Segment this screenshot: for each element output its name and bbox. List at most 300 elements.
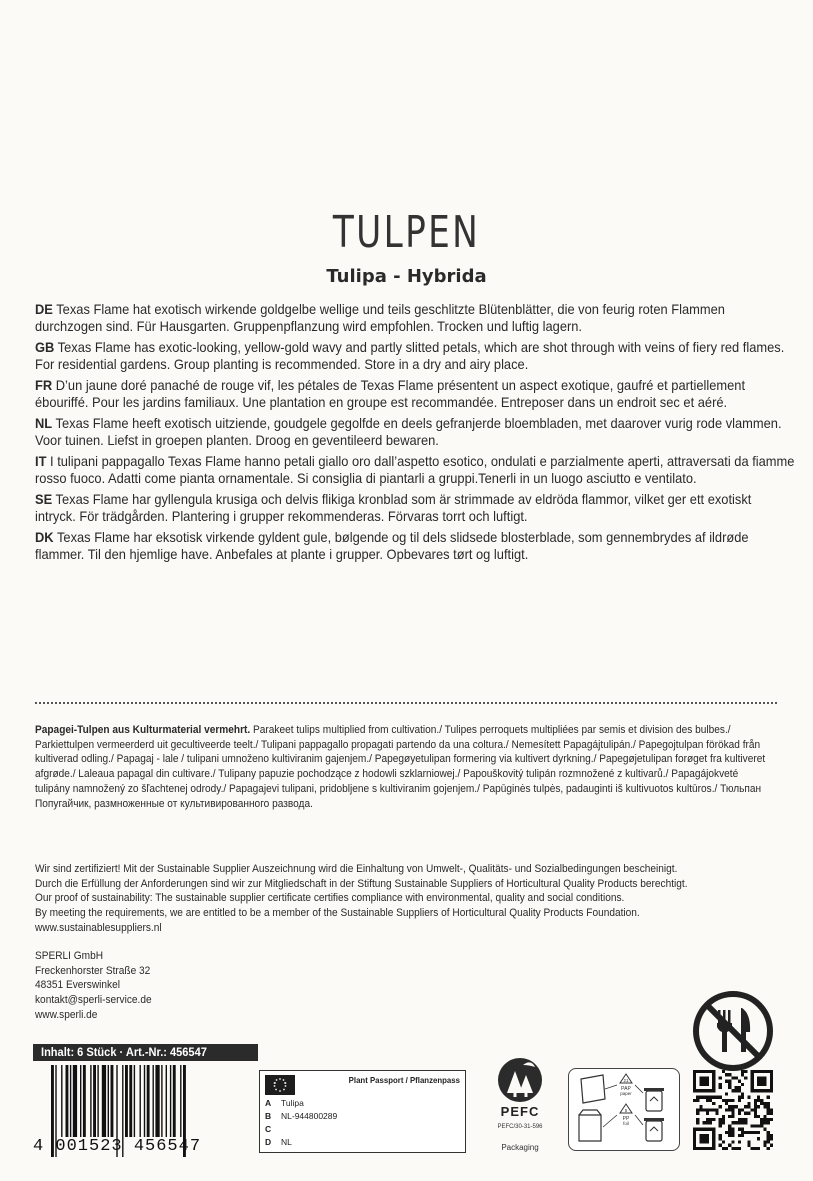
qr-module — [712, 1118, 715, 1121]
qr-module — [712, 1144, 715, 1147]
qr-module — [703, 1147, 706, 1150]
qr-module — [770, 1089, 773, 1092]
qr-module — [703, 1128, 706, 1131]
qr-module — [731, 1112, 734, 1115]
qr-module — [757, 1080, 760, 1083]
qr-module — [696, 1096, 699, 1099]
qr-module — [744, 1121, 747, 1124]
qr-module — [712, 1076, 715, 1079]
qr-module — [693, 1073, 696, 1076]
barcode-bar — [83, 1065, 86, 1137]
qr-module — [725, 1099, 728, 1102]
qr-module — [770, 1134, 773, 1137]
qr-module — [760, 1121, 763, 1124]
qr-module — [712, 1089, 715, 1092]
qr-module — [706, 1096, 709, 1099]
qr-module — [693, 1080, 696, 1083]
certification-line: Wir sind zertifiziert! Mit der Sustainable Supplier Auszeichnung wird die Einhaltung von Umwelt-, Qualitäts- und Sozialbedingungen bescheinigt. — [35, 863, 678, 875]
language-code: SE — [35, 491, 53, 507]
barcode-bar — [147, 1065, 150, 1137]
qr-module — [767, 1121, 770, 1124]
qr-module — [712, 1131, 715, 1134]
qr-module — [722, 1115, 725, 1118]
qr-module — [706, 1147, 709, 1150]
qr-module — [735, 1121, 738, 1124]
barcode-digits: 4 001523 456547 — [33, 1137, 202, 1156]
qr-module — [770, 1070, 773, 1073]
qr-module — [757, 1131, 760, 1134]
qr-module — [696, 1070, 699, 1073]
barcode-bar — [102, 1065, 106, 1137]
qr-module — [706, 1108, 709, 1111]
qr-module — [706, 1080, 709, 1083]
qr-module — [757, 1070, 760, 1073]
qr-module — [763, 1102, 766, 1105]
qr-module — [699, 1108, 702, 1111]
passport-key: C — [265, 1124, 272, 1134]
qr-module — [725, 1073, 728, 1076]
qr-module — [731, 1121, 734, 1124]
address-street: Freckenhorster Straße 32 — [35, 964, 151, 977]
qr-module — [741, 1128, 744, 1131]
qr-module — [719, 1144, 722, 1147]
qr-module — [751, 1076, 754, 1079]
qr-module — [719, 1105, 722, 1108]
qr-module — [738, 1112, 741, 1115]
plant-passport — [259, 1070, 466, 1153]
qr-module — [722, 1147, 725, 1150]
plant-passport-title: Plant Passport / Pflanzenpass — [348, 1075, 460, 1085]
recycle-bin-icon — [644, 1088, 664, 1111]
qr-module — [770, 1076, 773, 1079]
address-city: 48351 Everswinkel — [35, 979, 120, 992]
qr-module — [731, 1147, 734, 1150]
qr-module — [735, 1076, 738, 1079]
qr-module — [767, 1137, 770, 1140]
svg-text:5: 5 — [624, 1108, 628, 1113]
recycling-info — [568, 1068, 680, 1151]
qr-module — [712, 1102, 715, 1105]
content-label: Inhalt: 6 Stück · Art.-Nr.: 456547 — [41, 1045, 207, 1059]
packaging-label: Packaging — [501, 1143, 539, 1152]
qr-module — [767, 1134, 770, 1137]
qr-module — [744, 1070, 747, 1073]
description-text: I tulipani pappagallo Texas Flame hanno petali giallo oro dall’aspetto esotico, ondulati e parzialmente aperti, attraversati da fiamme rosso fuoco. Adatti come pianta ornamentale. Si consiglia di piantarli a gruppi.Tenerli in un luogo asciutto e ventilato. — [35, 453, 795, 486]
qr-module — [767, 1096, 770, 1099]
description-text: Texas Flame har eksotisk virkende gyldent gule, bølgende og til dels slidsede blosterblade, som gennembrydes af ildrøde flammer. Til den hjemlige have. Anbefales at plante i grupper. Opbevares tørt og luftigt. — [35, 529, 749, 562]
qr-module — [728, 1108, 731, 1111]
qr-module — [719, 1076, 722, 1079]
qr-module — [747, 1096, 750, 1099]
barcode-bar — [111, 1065, 114, 1137]
qr-module — [770, 1080, 773, 1083]
qr-module — [722, 1118, 725, 1121]
recycle-bin-icon — [644, 1118, 664, 1141]
qr-module — [731, 1099, 734, 1102]
qr-module — [699, 1137, 702, 1140]
qr-module — [706, 1112, 709, 1115]
qr-module — [744, 1076, 747, 1079]
pefc-word: PEFC — [500, 1104, 540, 1119]
qr-module — [763, 1121, 766, 1124]
qr-module — [706, 1121, 709, 1124]
qr-module — [696, 1147, 699, 1150]
barcode-bar — [155, 1065, 159, 1137]
qr-module — [693, 1099, 696, 1102]
qr-module — [757, 1115, 760, 1118]
qr-module — [699, 1096, 702, 1099]
qr-module — [719, 1118, 722, 1121]
qr-module — [751, 1070, 754, 1073]
qr-module — [699, 1089, 702, 1092]
barcode — [33, 1065, 258, 1165]
qr-module — [693, 1089, 696, 1092]
qr-module — [709, 1121, 712, 1124]
qr-module — [728, 1131, 731, 1134]
barcode-bar — [66, 1065, 69, 1137]
qr-module — [725, 1092, 728, 1095]
qr-module — [744, 1118, 747, 1121]
multiplication-text: Parakeet tulips multiplied from cultivation./ Tulipes perroquets multipliées par semis et division des bulbes./ Parkiettulpen vermeerderd uit gecultiveerde teelt./ Tulipani pappagallo propagati partendo da una coltura./ Nemesített Papagájtulipán./ Papegojtulpan förökad från kultiverad odling./ Papagaj - lale / tulipani umnoženo kultiviranim gajenjem./ Papegøyetulipan formering via kultivert dyrkning./ Papegøjetulipan forøget fra kultiveret afgrøde./ Laleaua papagal din cultivare./ Tulipany papuzie pochodzące z hodowli szklarniowej./ Papouškovitý tulipán rozmnožené z kultivarů./ Papagájokveté tulipány namnožený zo šľachtenej odrody./ Papagajevi tulipani, pridobljene s kultiviranim gojenjem./ Papūginės tulpės, padauginti iš kultivuotos kultūros./ Тюльпан Попугайчик, размноженные от культивированного развода. — [35, 724, 766, 810]
qr-module — [754, 1124, 757, 1127]
qr-module — [735, 1089, 738, 1092]
qr-module — [706, 1140, 709, 1143]
passport-row-a — [265, 1098, 304, 1109]
qr-module — [699, 1083, 702, 1086]
certification-line: Our proof of sustainability: The sustainable supplier certificate certifies compliance with environmental, quality and social conditions. — [35, 892, 625, 905]
qr-module — [770, 1144, 773, 1147]
qr-module — [715, 1108, 718, 1111]
qr-module — [722, 1070, 725, 1073]
language-code: FR — [35, 377, 53, 393]
qr-module — [712, 1137, 715, 1140]
qr-module — [703, 1096, 706, 1099]
svg-text:21: 21 — [623, 1078, 629, 1083]
qr-module — [741, 1118, 744, 1121]
qr-module — [763, 1115, 766, 1118]
qr-module — [731, 1105, 734, 1108]
description-text: Texas Flame heeft exotisch uitziende, goudgele gegolfde en deels gefranjerde bloembladen, met daarover vurig rode vlammen. Voor tuinen. Liefst in groepen planten. Droog en geventileerd bewaren. — [35, 415, 782, 448]
qr-module — [699, 1080, 702, 1083]
qr-module — [760, 1083, 763, 1086]
qr-module — [767, 1118, 770, 1121]
qr-module — [728, 1128, 731, 1131]
barcode-bar — [173, 1065, 176, 1137]
qr-module — [741, 1083, 744, 1086]
content-bar — [33, 1044, 258, 1061]
qr-module — [706, 1083, 709, 1086]
language-code: DK — [35, 529, 54, 545]
qr-module — [712, 1070, 715, 1073]
passport-value: Tulipa — [281, 1098, 304, 1108]
qr-module — [738, 1147, 741, 1150]
pefc-code: PEFC/30-31-596 — [497, 1124, 543, 1130]
qr-module — [751, 1089, 754, 1092]
qr-module — [741, 1131, 744, 1134]
qr-module — [696, 1099, 699, 1102]
qr-module — [760, 1070, 763, 1073]
qr-module — [754, 1131, 757, 1134]
qr-module — [709, 1096, 712, 1099]
qr-module — [712, 1086, 715, 1089]
barcode-bar — [166, 1065, 167, 1137]
qr-module — [706, 1137, 709, 1140]
qr-module — [741, 1121, 744, 1124]
qr-module — [728, 1115, 731, 1118]
description-de — [35, 301, 795, 335]
bag-icon — [579, 1115, 601, 1141]
barcode-bar — [97, 1065, 98, 1137]
qr-module — [719, 1086, 722, 1089]
pefc-tree-icon — [485, 1055, 555, 1103]
passport-row-c — [265, 1124, 281, 1135]
barcode-bar — [90, 1065, 91, 1137]
qr-module — [703, 1121, 706, 1124]
qr-module — [751, 1131, 754, 1134]
qr-module — [728, 1086, 731, 1089]
qr-module — [738, 1089, 741, 1092]
passport-key: A — [265, 1098, 272, 1108]
description-list — [35, 301, 795, 567]
recycle-label: PAP — [621, 1086, 631, 1092]
qr-module — [770, 1108, 773, 1111]
qr-module — [757, 1124, 760, 1127]
language-code: IT — [35, 453, 47, 469]
qr-module — [728, 1083, 731, 1086]
qr-module — [728, 1073, 731, 1076]
qr-module — [699, 1070, 702, 1073]
qr-module — [747, 1112, 750, 1115]
certification-link[interactable]: www.sustainablesuppliers.nl — [35, 921, 162, 934]
qr-module — [719, 1121, 722, 1124]
qr-module — [767, 1105, 770, 1108]
qr-module — [706, 1099, 709, 1102]
qr-module — [712, 1083, 715, 1086]
qr-module — [699, 1076, 702, 1079]
qr-module — [728, 1124, 731, 1127]
qr-module — [767, 1108, 770, 1111]
qr-module — [747, 1131, 750, 1134]
qr-module — [757, 1089, 760, 1092]
qr-module — [706, 1118, 709, 1121]
qr-module — [722, 1140, 725, 1143]
qr-module — [747, 1102, 750, 1105]
qr-module — [767, 1112, 770, 1115]
qr-module — [741, 1134, 744, 1137]
dotted-divider — [35, 702, 777, 704]
qr-module — [722, 1121, 725, 1124]
language-code: GB — [35, 339, 55, 355]
qr-module — [699, 1105, 702, 1108]
qr-module — [709, 1108, 712, 1111]
description-fr — [35, 377, 795, 411]
qr-module — [744, 1105, 747, 1108]
qr-module — [763, 1083, 766, 1086]
description-it — [35, 453, 795, 487]
qr-module — [738, 1128, 741, 1131]
qr-module — [738, 1080, 741, 1083]
qr-module — [706, 1089, 709, 1092]
qr-module — [760, 1099, 763, 1102]
language-code: NL — [35, 415, 53, 431]
qr-module — [703, 1070, 706, 1073]
multiplication-lead: Papagei-Tulpen aus Kulturmaterial vermehrt. — [35, 724, 251, 736]
qr-module — [712, 1080, 715, 1083]
description-text: Texas Flame has exotic-looking, yellow-gold wavy and partly slitted petals, which are shot through with veins of fiery red flames. For residential gardens. Group planting is recommended. Store in a dry and airy place. — [35, 339, 785, 372]
qr-module — [741, 1108, 744, 1111]
qr-module — [712, 1134, 715, 1137]
passport-value: NL-944800289 — [281, 1111, 338, 1121]
qr-module — [741, 1073, 744, 1076]
qr-module — [712, 1147, 715, 1150]
qr-module — [760, 1102, 763, 1105]
qr-module — [703, 1089, 706, 1092]
qr-module — [725, 1108, 728, 1111]
qr-module — [741, 1070, 744, 1073]
qr-module — [754, 1105, 757, 1108]
qr-module — [747, 1140, 750, 1143]
qr-module — [693, 1070, 696, 1073]
qr-module — [763, 1128, 766, 1131]
qr-module — [719, 1083, 722, 1086]
qr-module — [696, 1108, 699, 1111]
qr-module — [703, 1080, 706, 1083]
qr-module — [693, 1147, 696, 1150]
qr-module — [770, 1112, 773, 1115]
company-website[interactable]: www.sperli.de — [35, 1008, 98, 1021]
qr-module — [754, 1112, 757, 1115]
qr-module — [731, 1140, 734, 1143]
page-title: TULPEN — [332, 207, 481, 258]
qr-module — [770, 1118, 773, 1121]
qr-module — [709, 1070, 712, 1073]
qr-module — [725, 1147, 728, 1150]
barcode-bar — [61, 1065, 62, 1137]
qr-module — [731, 1115, 734, 1118]
contact-email[interactable]: kontakt@sperli-service.de — [35, 994, 152, 1007]
qr-module — [706, 1134, 709, 1137]
qr-module — [703, 1083, 706, 1086]
qr-module — [754, 1070, 757, 1073]
qr-module — [715, 1112, 718, 1115]
paper-sheet-icon — [581, 1075, 605, 1103]
qr-module — [719, 1134, 722, 1137]
barcode-bar — [161, 1065, 162, 1137]
qr-module — [763, 1144, 766, 1147]
certification-line: Durch die Erfüllung der Anforderungen sind wir zur Mitgliedschaft in der Stiftung Sustainable Suppliers of Horticultural Quality Products berechtigt. — [35, 877, 688, 890]
barcode-bar — [140, 1065, 141, 1137]
qr-module — [696, 1121, 699, 1124]
qr-module — [760, 1118, 763, 1121]
qr-module — [703, 1108, 706, 1111]
qr-module — [731, 1128, 734, 1131]
qr-module — [693, 1076, 696, 1079]
qr-module — [757, 1137, 760, 1140]
qr-module — [731, 1108, 734, 1111]
qr-module — [751, 1147, 754, 1150]
qr-module — [757, 1076, 760, 1079]
qr-module — [712, 1073, 715, 1076]
passport-value: NL — [281, 1137, 292, 1147]
qr-module — [693, 1131, 696, 1134]
qr-module — [728, 1105, 731, 1108]
barcode-bar — [93, 1065, 96, 1137]
qr-module — [738, 1086, 741, 1089]
recycling-diagram — [569, 1069, 681, 1152]
qr-code-icon[interactable] — [693, 1070, 773, 1150]
barcode-bar — [125, 1065, 128, 1137]
qr-module — [693, 1134, 696, 1137]
qr-module — [735, 1105, 738, 1108]
qr-module — [693, 1083, 696, 1086]
no-food-icon — [692, 990, 774, 1072]
qr-module — [738, 1134, 741, 1137]
qr-module — [754, 1102, 757, 1105]
qr-module — [699, 1140, 702, 1143]
qr-module — [770, 1137, 773, 1140]
qr-module — [760, 1124, 763, 1127]
certification-line: By meeting the requirements, we are entitled to be a member of the Sustainable Suppliers of Horticultural Quality Products Foundation. — [35, 907, 640, 920]
qr-module — [754, 1099, 757, 1102]
qr-module — [760, 1076, 763, 1079]
qr-module — [731, 1131, 734, 1134]
qr-module — [763, 1076, 766, 1079]
description-se — [35, 491, 795, 525]
qr-module — [738, 1140, 741, 1143]
qr-module — [751, 1073, 754, 1076]
qr-module — [709, 1147, 712, 1150]
qr-module — [763, 1089, 766, 1092]
description-text: D’un jaune doré panaché de rouge vif, les pétales de Texas Flame présentent un aspect exotique, gaufré et partiellement ébouriffé. Pour les jardins familiaux. Une plantation en groupe est recommandée. Entreposer dans un endroit sec et aéré. — [35, 377, 746, 410]
qr-module — [738, 1121, 741, 1124]
qr-module — [763, 1080, 766, 1083]
recycle-label: PP — [622, 1116, 630, 1122]
qr-module — [703, 1076, 706, 1079]
qr-module — [706, 1076, 709, 1079]
recycle-label: foil — [623, 1121, 629, 1126]
qr-module — [693, 1128, 696, 1131]
qr-module — [767, 1089, 770, 1092]
barcode-bar — [153, 1065, 154, 1137]
qr-module — [731, 1076, 734, 1079]
qr-module — [767, 1140, 770, 1143]
qr-module — [693, 1144, 696, 1147]
qr-module — [728, 1099, 731, 1102]
qr-module — [696, 1128, 699, 1131]
pefc-logo — [485, 1055, 555, 1155]
qr-module — [763, 1118, 766, 1121]
barcode-bar — [134, 1065, 135, 1137]
qr-module — [703, 1137, 706, 1140]
qr-module — [744, 1112, 747, 1115]
qr-module — [693, 1086, 696, 1089]
qr-module — [757, 1099, 760, 1102]
qr-module — [770, 1083, 773, 1086]
qr-module — [696, 1112, 699, 1115]
qr-module — [712, 1128, 715, 1131]
passport-row-b — [265, 1111, 337, 1122]
company-address — [35, 949, 152, 1023]
qr-module — [706, 1070, 709, 1073]
qr-module — [719, 1096, 722, 1099]
qr-module — [763, 1105, 766, 1108]
qr-module — [757, 1105, 760, 1108]
qr-module — [706, 1128, 709, 1131]
passport-key: B — [265, 1111, 272, 1121]
qr-module — [751, 1083, 754, 1086]
qr-module — [712, 1108, 715, 1111]
qr-module — [741, 1096, 744, 1099]
